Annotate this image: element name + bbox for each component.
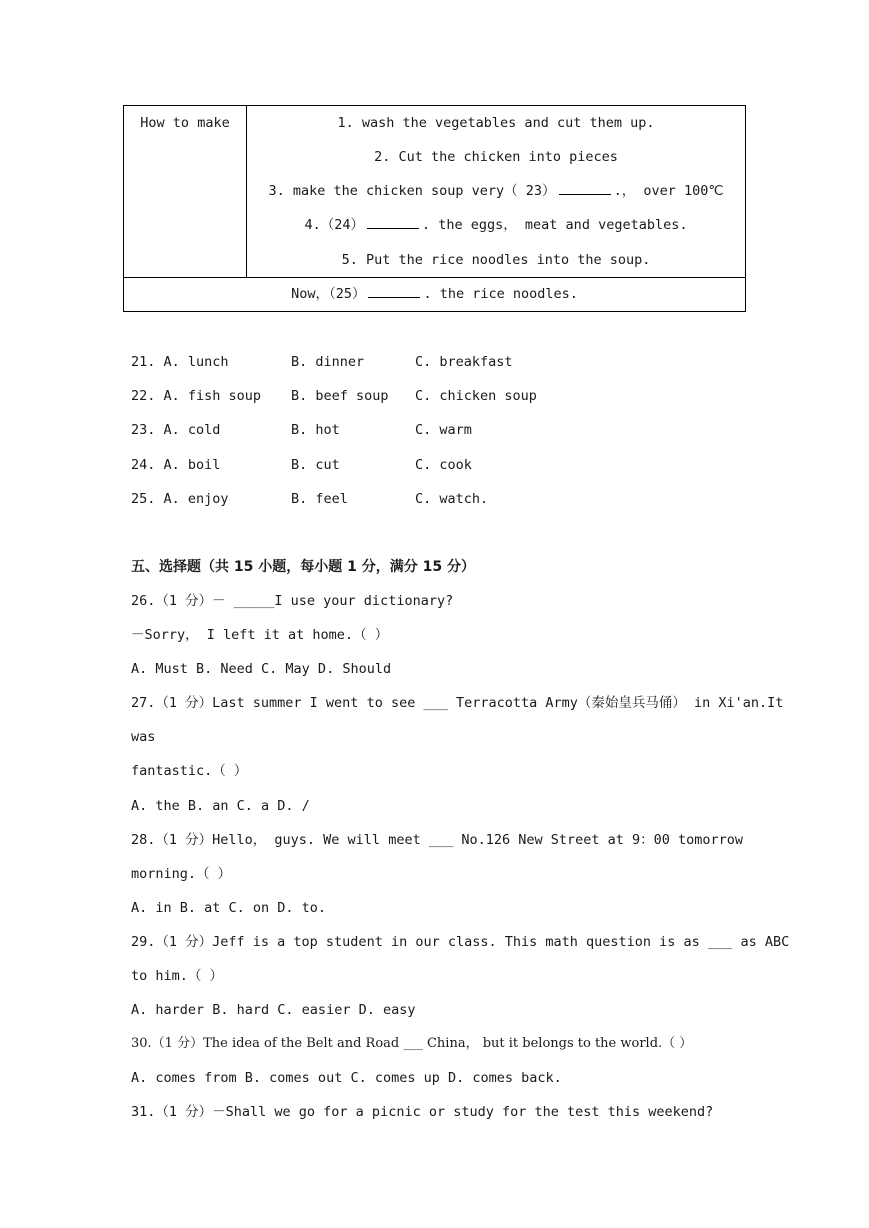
recipe-step-2: 2. Cut the chicken into pieces — [374, 149, 618, 165]
blank-24[interactable] — [367, 214, 419, 229]
recipe-step-1: 1. wash the vegetables and cut them up. — [337, 115, 655, 131]
option-b: B. feel — [291, 490, 348, 507]
question-29: 29.（1 分）Jeff is a top student in our class. This math question is as ___ as ABC — [131, 933, 790, 950]
recipe-step-3 — [247, 174, 745, 208]
answer-options — [131, 345, 537, 516]
option-b: B. cut — [291, 456, 340, 473]
question-27-cont-2: fantastic.（ ） — [131, 763, 248, 780]
option-a: 24. A. boil — [131, 456, 221, 473]
option-row-23 — [131, 413, 537, 447]
question-26: 26.（1 分）－ _____I use your dictionary? — [131, 593, 454, 609]
option-c: C. cook — [415, 456, 472, 473]
recipe-step-4 — [247, 208, 745, 242]
option-a: 22. A. fish soup — [131, 388, 262, 405]
option-row-24 — [131, 448, 537, 482]
bottom-tail: . the rice noodles. — [423, 285, 578, 302]
question-27-cont: was — [131, 729, 156, 746]
option-b: B. beef soup — [291, 388, 389, 405]
recipe-steps-cell — [247, 106, 746, 278]
option-row-21 — [131, 345, 537, 379]
question-26-reply: －Sorry， I left it at home.（ ） — [131, 627, 389, 644]
recipe-step-5: 5. Put the rice noodles into the soup. — [341, 251, 651, 268]
question-28: 28.（1 分）Hello， guys. We will meet ___ No.126 New Street at 9：00 tomorrow — [131, 831, 744, 848]
question-29-choices: A. harder B. hard C. easier D. easy — [131, 1002, 416, 1019]
option-c: C. chicken soup — [415, 388, 537, 405]
option-a: 25. A. enjoy — [131, 490, 229, 507]
multiple-choice-section — [131, 550, 790, 1130]
option-b: B. dinner — [291, 354, 365, 370]
question-27-choices: A. the B. an C. a D. / — [131, 797, 310, 814]
step-3-text: 3. make the chicken soup very（ 23） — [268, 183, 556, 200]
option-a: 21. A. lunch — [131, 354, 229, 370]
option-c: C. breakfast — [415, 354, 513, 370]
bottom-text: Now，（25） — [291, 285, 366, 302]
section-heading: 五、选择题（共 15 小题，每小题 1 分，满分 15 分） — [131, 559, 475, 575]
step-4-tail: . the eggs， meat and vegetables. — [422, 217, 688, 234]
option-row-25 — [131, 482, 537, 516]
step-3-tail: .， over 100℃ — [613, 183, 724, 200]
blank-23[interactable] — [559, 180, 611, 195]
recipe-label-cell — [124, 106, 247, 278]
recipe-table — [123, 105, 746, 312]
option-b: B. hot — [291, 422, 340, 439]
question-26-choices: A. Must B. Need C. May D. Should — [131, 661, 392, 678]
blank-25[interactable] — [368, 283, 420, 298]
recipe-bottom-row — [124, 277, 746, 311]
recipe-label: How to make — [140, 115, 230, 131]
option-c: C. watch. — [415, 490, 489, 507]
option-c: C. warm — [415, 422, 472, 439]
question-28-cont: morning.（ ） — [131, 865, 232, 882]
option-row-22 — [131, 379, 537, 413]
option-a: 23. A. cold — [131, 422, 221, 439]
question-31: 31.（1 分）－Shall we go for a picnic or study for the test this weekend? — [131, 1104, 714, 1121]
question-28-choices: A. in B. at C. on D. to. — [131, 899, 327, 916]
question-30-choices: A. comes from B. comes out C. comes up D. comes back. — [131, 1070, 562, 1087]
question-30: 30.（1 分）The idea of the Belt and Road ___ China， but it belongs to the world.（ ） — [131, 1036, 693, 1052]
question-29-cont: to him.（ ） — [131, 968, 224, 985]
step-4-text: 4.（24） — [304, 217, 365, 234]
question-27: 27.（1 分）Last summer I went to see ___ Terracotta Army（秦始皇兵马俑） in Xi'an.It — [131, 695, 784, 712]
